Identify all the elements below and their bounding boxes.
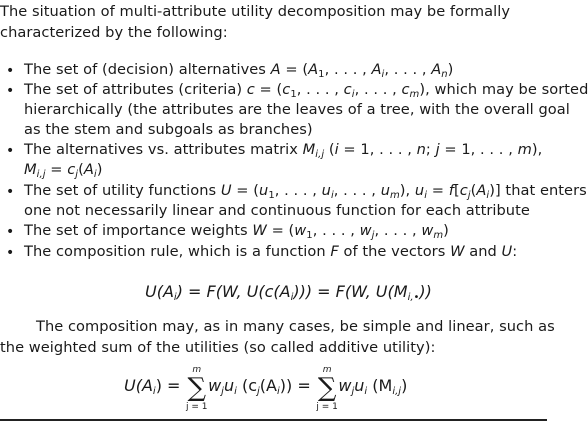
bullet-4-text: The set of utility functions $U = (u_1$, . . . , $u_i$, . . . , $u_m$), $u_i = f[c_j(A_i)]$ that enters — [24, 182, 587, 201]
intro-line-2: characterized by the following: — [0, 24, 228, 41]
bullet-2-line-3: as the stem and subgoals as branches) — [24, 121, 313, 138]
summation-symbol-1: ∑ m j = 1 — [186, 365, 208, 412]
bullet-2-glyph: • — [6, 83, 15, 99]
bullet-3-text: The alternatives vs. attributes matrix $M_{i,j}$ (i = 1, . . . , n; j = 1, . . . , m), — [24, 141, 543, 160]
bullet-5-text: The set of importance weights $W = (w_1$, . . . , $w_j$, . . . , $w_m$) — [24, 222, 449, 241]
bottom-rule — [0, 419, 547, 421]
additive-utility-equation: $U(A_i)$ = ∑ m j = 1 $w_ju_i$ $(c_j(A_i))$ = ∑ m j = 1 $w_ju_i$ $(M_{i,j})$ — [124, 365, 408, 412]
bullet-1-glyph: • — [6, 63, 15, 79]
summation-symbol-2: ∑ m j = 1 — [316, 365, 338, 412]
bullet-4-line-2: one not necessarily linear and continuous function for each attribute — [24, 202, 530, 219]
para-2-line-1: The composition may, as in many cases, be simple and linear, such as — [36, 318, 555, 335]
bullet-6-text: The composition rule, which is a function F of the vectors W and U: — [24, 243, 518, 260]
bullet-2-text: The set of attributes (criteria) $c = (c_1$, . . . , $c_i$, . . . , $c_m$), which may be sorted — [24, 81, 588, 100]
bullet-4-glyph: • — [6, 184, 15, 200]
composition-equation: $U(A_i) = F(W$, $U(c(A_i))) = F(W$, $U(M_{i,•})$) — [145, 282, 432, 303]
intro-line-1: The situation of multi-attribute utility decomposition may be formally — [0, 3, 511, 20]
bullet-2-line-2: hierarchically (the attributes are the leaves of a tree, with the overall goal — [24, 101, 570, 118]
bullet-1-text: The set of (decision) alternatives $A = (A_1$, . . . , $A_i$, . . . , $A_n$) — [24, 61, 454, 80]
bullet-3-line-2: $M_{i,j} = c_j(A_i)$ — [24, 161, 103, 180]
bullet-5-glyph: • — [6, 224, 15, 240]
bullet-6-glyph: • — [6, 245, 15, 261]
bullet-3-glyph: • — [6, 143, 15, 159]
para-2-line-2: the weighted sum of the utilities (so called additive utility): — [0, 339, 436, 356]
